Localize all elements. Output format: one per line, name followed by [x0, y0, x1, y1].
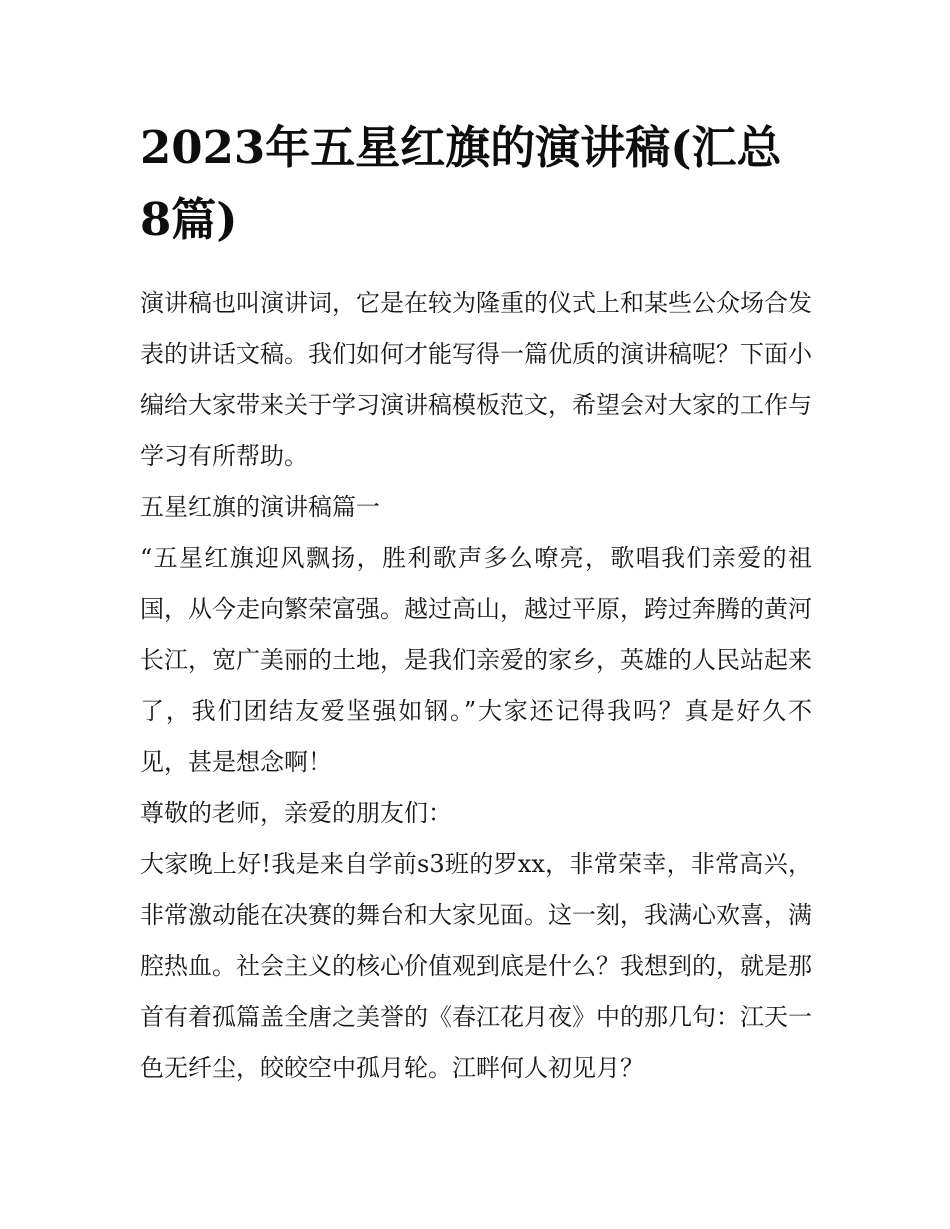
- document-title: 2023年五星红旗的演讲稿(汇总8篇): [140, 121, 782, 246]
- document-body: [140, 112, 812, 1094]
- speech-paragraph: “五星红旗迎风飘扬，胜利歌声多么嘹亮，歌唱我们亲爱的祖国，从今走向繁荣富强。越过高山，越过平原，跨过奔腾的黄河长江，宽广美丽的土地，是我们亲爱的家乡，英雄的人民站起来了，我们团结友爱坚强如钢。”大家还记得我吗？真是好久不见，甚是想念啊！: [140, 544, 812, 776]
- intro-paragraph: 演讲稿也叫演讲词，它是在较为隆重的仪式上和某些公众场合发表的讲话文稿。我们如何才能写得一篇优质的演讲稿呢？下面小编给大家带来关于学习演讲稿模板范文，希望会对大家的工作与学习有所帮助。: [140, 289, 812, 470]
- speech-paragraph: 大家晚上好!我是来自学前s3班的罗xx，非常荣幸，非常高兴，非常激动能在决赛的舞台和大家见面。这一刻，我满心欢喜，满腔热血。社会主义的核心价值观到底是什么？我想到的，就是那首有着孤篇盖全唐之美誉的《春江花月夜》中的那几句：江天一色无纤尘，皎皎空中孤月轮。江畔何人初见月？: [140, 850, 812, 1082]
- salutation: 尊敬的老师，亲爱的朋友们：: [140, 799, 452, 827]
- section-heading: 五星红旗的演讲稿篇一: [140, 493, 380, 521]
